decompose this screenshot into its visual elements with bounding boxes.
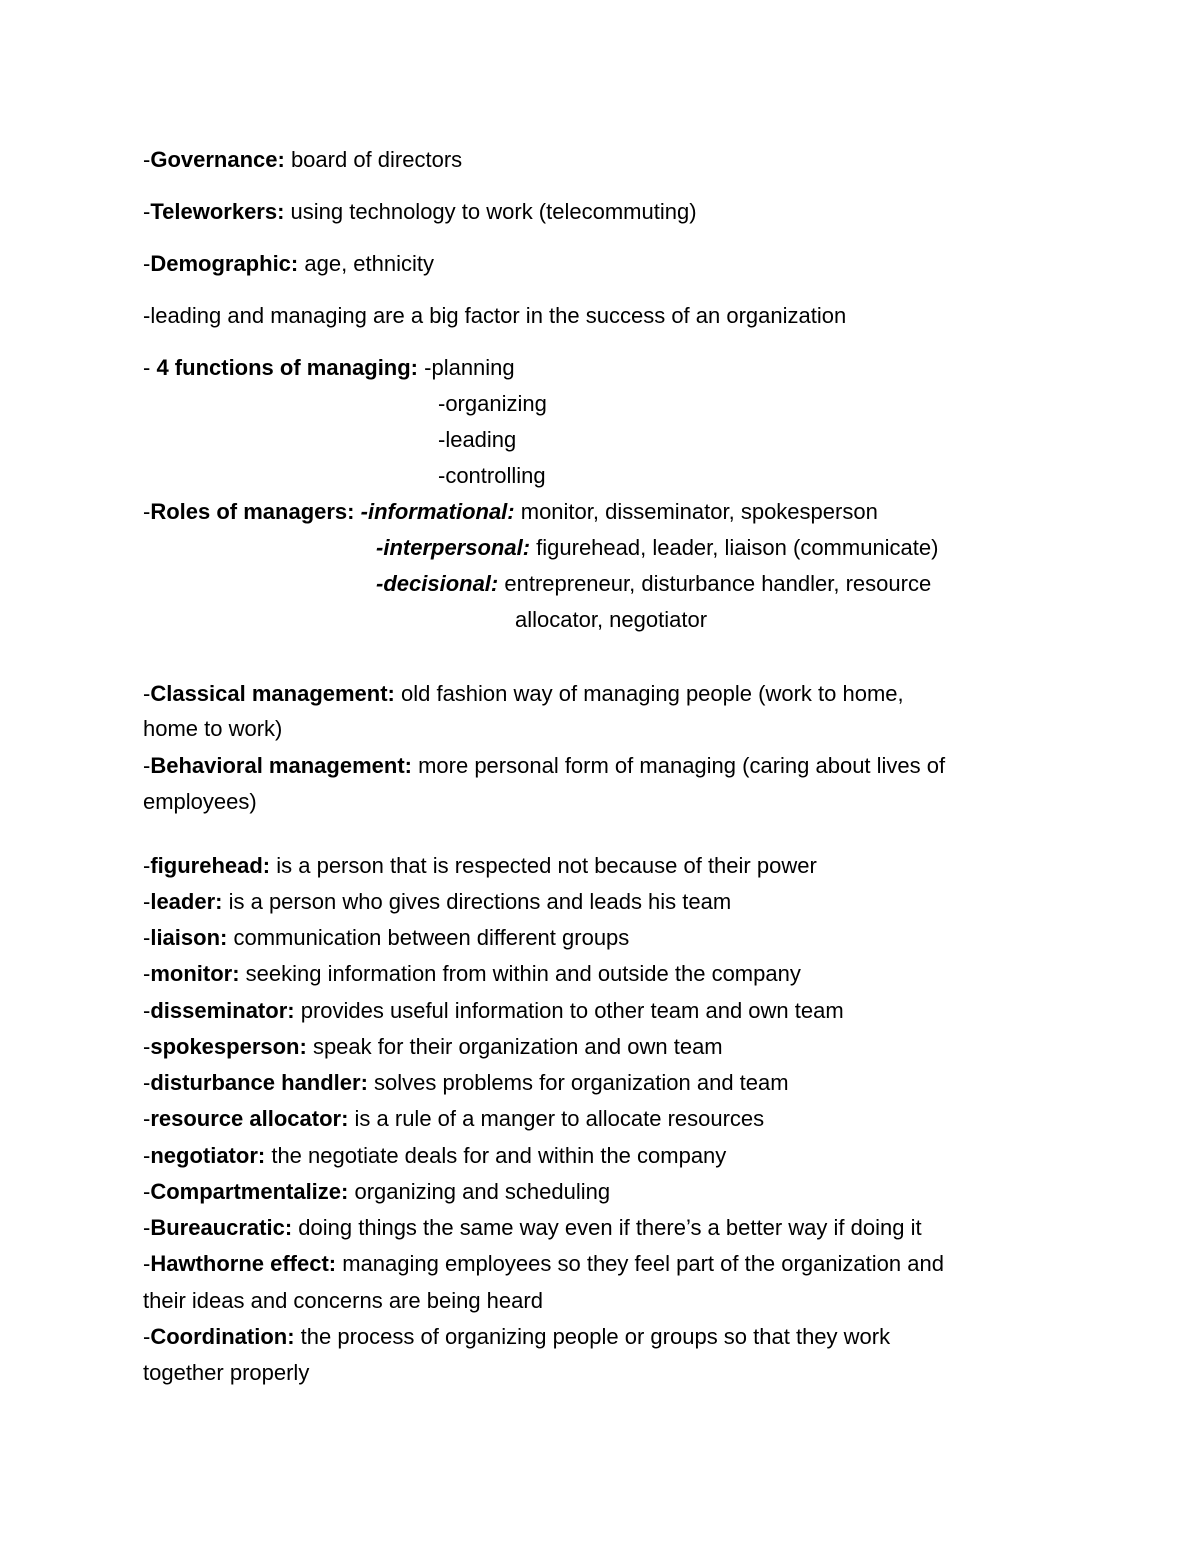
line-prefix: -: [143, 753, 151, 778]
leading-managing-line: -leading and managing are a big factor in the success of an organization: [143, 303, 847, 328]
term-negotiator: negotiator:: [150, 1143, 266, 1168]
definition-spokesperson: speak for their organization and own team: [306, 1034, 723, 1059]
coordination-continuation: together properly: [143, 1360, 310, 1385]
functions-line: [143, 354, 515, 382]
term-bureaucratic: Bureaucratic:: [150, 1215, 293, 1240]
disseminator-line: [143, 997, 844, 1025]
term-disturbance-handler: disturbance handler:: [150, 1070, 368, 1095]
monitor-line: [143, 960, 801, 988]
term-leader: leader:: [150, 889, 223, 914]
term-liaison: liaison:: [150, 925, 228, 950]
line-prefix: -: [143, 998, 151, 1023]
term-behavioral-management: Behavioral management:: [150, 753, 412, 778]
role-informational-text: monitor, disseminator, spokesperson: [514, 499, 878, 524]
line-prefix: -: [143, 1215, 151, 1240]
definition-disturbance-handler: solves problems for organization and team: [367, 1070, 789, 1095]
term-hawthorne-effect: Hawthorne effect:: [150, 1251, 337, 1276]
compartmentalize-line: [143, 1178, 610, 1206]
hawthorne-effect-line: [143, 1250, 944, 1278]
definition-negotiator: the negotiate deals for and within the company: [265, 1143, 727, 1168]
line-prefix: -: [143, 889, 151, 914]
term-resource-allocator: resource allocator:: [150, 1106, 349, 1131]
liaison-line: [143, 924, 629, 952]
role-decisional-text: entrepreneur, disturbance handler, resource: [498, 571, 932, 596]
definition-resource-allocator: is a rule of a manger to allocate resources: [348, 1106, 765, 1131]
role-interpersonal-text: figurehead, leader, liaison (communicate): [530, 535, 939, 560]
line-prefix: -: [143, 681, 151, 706]
behavioral-management-line: [143, 752, 945, 780]
hawthorne-effect-continuation: their ideas and concerns are being heard: [143, 1288, 543, 1313]
term-monitor: monitor:: [150, 961, 240, 986]
teleworkers-line: [143, 198, 697, 226]
definition-governance: board of directors: [284, 147, 463, 172]
definition-behavioral-management: more personal form of managing (caring about lives of: [411, 753, 946, 778]
demographic-line: [143, 250, 434, 278]
definition-demographic: age, ethnicity: [298, 251, 434, 276]
line-prefix: -: [143, 853, 151, 878]
definition-monitor: seeking information from within and outside the company: [239, 961, 801, 986]
line-prefix: -: [143, 925, 151, 950]
definition-compartmentalize: organizing and scheduling: [348, 1179, 611, 1204]
spokesperson-line: [143, 1033, 723, 1061]
term-figurehead: figurehead:: [150, 853, 271, 878]
line-prefix: -: [143, 1106, 151, 1131]
definition-disseminator: provides useful information to other team and own team: [294, 998, 844, 1023]
figurehead-line: [143, 852, 817, 880]
classical-management-continuation: home to work): [143, 716, 283, 741]
term-spokesperson: spokesperson:: [150, 1034, 307, 1059]
term-disseminator: disseminator:: [150, 998, 295, 1023]
line-prefix: -: [143, 1143, 151, 1168]
term-roles: Roles of managers:: [150, 499, 355, 524]
role-decisional-line: [376, 570, 931, 598]
term-coordination: Coordination:: [150, 1324, 295, 1349]
role-informational-label: -informational:: [360, 499, 515, 524]
function-controlling: -controlling: [438, 463, 546, 488]
definition-bureaucratic: doing things the same way even if there’s a better way if doing it: [292, 1215, 922, 1240]
line-prefix: -: [143, 1034, 151, 1059]
line-prefix: -: [143, 199, 151, 224]
function-leading: -leading: [438, 427, 517, 452]
role-decisional-label: -decisional:: [376, 571, 499, 596]
definition-leader: is a person who gives directions and leads his team: [222, 889, 732, 914]
line-prefix: -: [143, 1179, 151, 1204]
line-prefix: -: [143, 499, 151, 524]
term-teleworkers: Teleworkers:: [150, 199, 285, 224]
line-prefix: -: [143, 1324, 151, 1349]
function-organizing: -organizing: [438, 391, 547, 416]
disturbance-handler-line: [143, 1069, 789, 1097]
definition-classical-management: old fashion way of managing people (work to home,: [394, 681, 904, 706]
bureaucratic-line: [143, 1214, 922, 1242]
term-functions: 4 functions of managing:: [156, 355, 419, 380]
resource-allocator-line: [143, 1105, 764, 1133]
definition-liaison: communication between different groups: [227, 925, 630, 950]
governance-line: [143, 146, 462, 174]
definition-hawthorne-effect: managing employees so they feel part of the organization and: [336, 1251, 944, 1276]
coordination-line: [143, 1323, 890, 1351]
behavioral-management-continuation: employees): [143, 789, 257, 814]
line-prefix: -: [143, 147, 151, 172]
role-interpersonal-line: [376, 534, 938, 562]
negotiator-line: [143, 1142, 726, 1170]
term-compartmentalize: Compartmentalize:: [150, 1179, 349, 1204]
classical-management-line: [143, 680, 904, 708]
term-demographic: Demographic:: [150, 251, 299, 276]
role-interpersonal-label: -interpersonal:: [376, 535, 531, 560]
term-governance: Governance:: [150, 147, 285, 172]
line-prefix: -: [143, 1070, 151, 1095]
definition-teleworkers: using technology to work (telecommuting): [284, 199, 697, 224]
role-decisional-continuation: allocator, negotiator: [515, 607, 708, 632]
definition-coordination: the process of organizing people or groups so that they work: [294, 1324, 891, 1349]
leader-line: [143, 888, 731, 916]
definition-figurehead: is a person that is respected not because of their power: [270, 853, 817, 878]
line-prefix: -: [143, 1251, 151, 1276]
term-classical-management: Classical management:: [150, 681, 395, 706]
line-prefix: -: [143, 355, 157, 380]
function-planning: -planning: [424, 355, 515, 380]
line-prefix: -: [143, 961, 151, 986]
roles-line: [143, 498, 878, 526]
line-prefix: -: [143, 251, 151, 276]
